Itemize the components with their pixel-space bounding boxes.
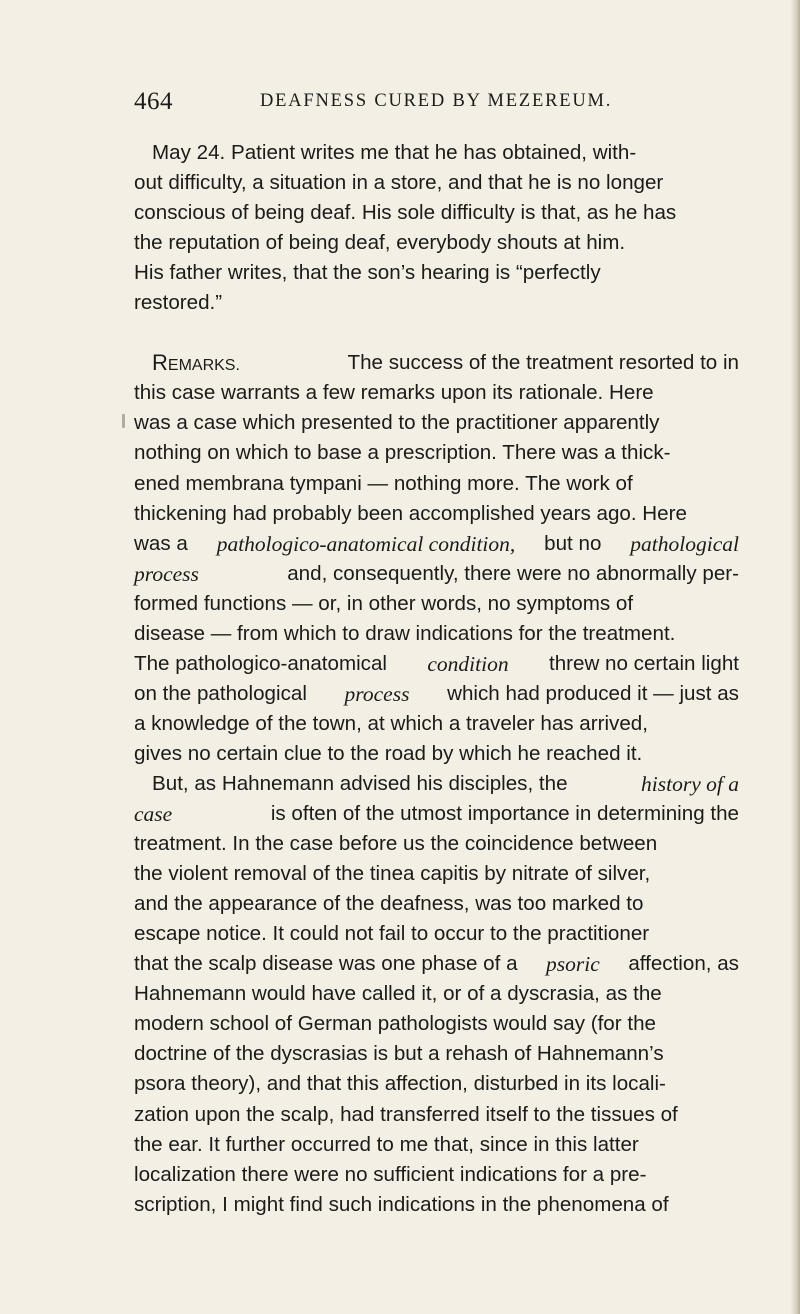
text-line: nothing on which to base a prescription. There was a thick- xyxy=(134,441,671,465)
text-line: localization there were no sufficient indications for a pre- xyxy=(134,1162,647,1186)
italic-term: history of a xyxy=(641,771,739,796)
text-line: REMARKS. The success of the treatment resorted to in xyxy=(134,348,739,378)
text-line: psora theory), and that this affection, disturbed in its locali- xyxy=(134,1072,666,1096)
italic-term: case xyxy=(134,802,173,827)
text-line: process and, consequently, there were no abnormally per- xyxy=(134,559,739,589)
text-line: The pathologico-anatomical condition threw no certain light xyxy=(134,649,739,679)
italic-term: condition xyxy=(427,651,509,676)
text-line: treatment. In the case before us the coincidence between xyxy=(134,832,658,856)
running-title: DEAFNESS CURED BY MEZEREUM. xyxy=(260,91,613,111)
text-line: and the appearance of the deafness, was too marked to xyxy=(134,892,644,916)
page-edge-shadow xyxy=(790,0,800,1314)
text-line: gives no certain clue to the road by which he reached it. xyxy=(134,741,643,765)
text-line: Hahnemann would have called it, or of a dyscrasia, as the xyxy=(134,982,662,1006)
paragraph-gap xyxy=(134,318,739,348)
text-line: conscious of being deaf. His sole difficulty is that, as he has xyxy=(134,201,677,225)
text-line: But, as Hahnemann advised his disciples, the history of a xyxy=(134,769,739,799)
text-line: was a pathologico-anatomical condition, but no pathological xyxy=(134,529,739,559)
text-line: disease — from which to draw indications for the treatment. xyxy=(134,621,676,645)
text-line: out difficulty, a situation in a store, and that he is no longer xyxy=(134,171,664,195)
italic-term: psoric xyxy=(546,952,600,977)
text-line: modern school of German pathologists would say (for the xyxy=(134,1012,656,1036)
text-line: ened membrana tympani — nothing more. The work of xyxy=(134,471,633,495)
remarks-heading: REMARKS. xyxy=(152,350,240,376)
text-line: His father writes, that the son’s hearing is “perfectly xyxy=(134,261,601,285)
text-line: case is often of the utmost importance in determining the xyxy=(134,799,739,829)
text-line: restored.” xyxy=(134,291,223,315)
text-line: zation upon the scalp, had transferred itself to the tissues of xyxy=(134,1102,678,1126)
italic-term: pathological xyxy=(630,531,739,556)
text-line: scription, I might find such indications in the phenomena of xyxy=(134,1192,669,1216)
italic-term: process xyxy=(344,681,410,706)
body-text xyxy=(134,138,739,1220)
text-line: escape notice. It could not fail to occur to the practitioner xyxy=(134,922,650,946)
italic-term: pathologico-anatomical condition, xyxy=(216,531,516,556)
text-line: on the pathological process which had produced it — just as xyxy=(134,679,739,709)
text-line: this case warrants a few remarks upon its rationale. Here xyxy=(134,381,654,405)
text-line: formed functions — or, in other words, no symptoms of xyxy=(134,591,634,615)
margin-speck xyxy=(122,414,125,428)
text-line: that the scalp disease was one phase of a psoric affection, as xyxy=(134,949,739,979)
text-line: thickening had probably been accomplished years ago. Here xyxy=(134,501,687,525)
text-line: was a case which presented to the practitioner apparently xyxy=(134,411,660,435)
text-line: doctrine of the dyscrasias is but a rehash of Hahnemann’s xyxy=(134,1042,664,1066)
text-line: a knowledge of the town, at which a traveler has arrived, xyxy=(134,711,648,735)
text-line: the reputation of being deaf, everybody shouts at him. xyxy=(134,231,626,255)
italic-term: process xyxy=(134,561,199,586)
text-line: the violent removal of the tinea capitis by nitrate of silver, xyxy=(134,862,651,886)
page-header xyxy=(134,88,740,118)
text-line: May 24. Patient writes me that he has obtained, with- xyxy=(152,141,637,164)
text-line: the ear. It further occurred to me that, since in this latter xyxy=(134,1132,639,1156)
page-number: 464 xyxy=(134,88,173,115)
